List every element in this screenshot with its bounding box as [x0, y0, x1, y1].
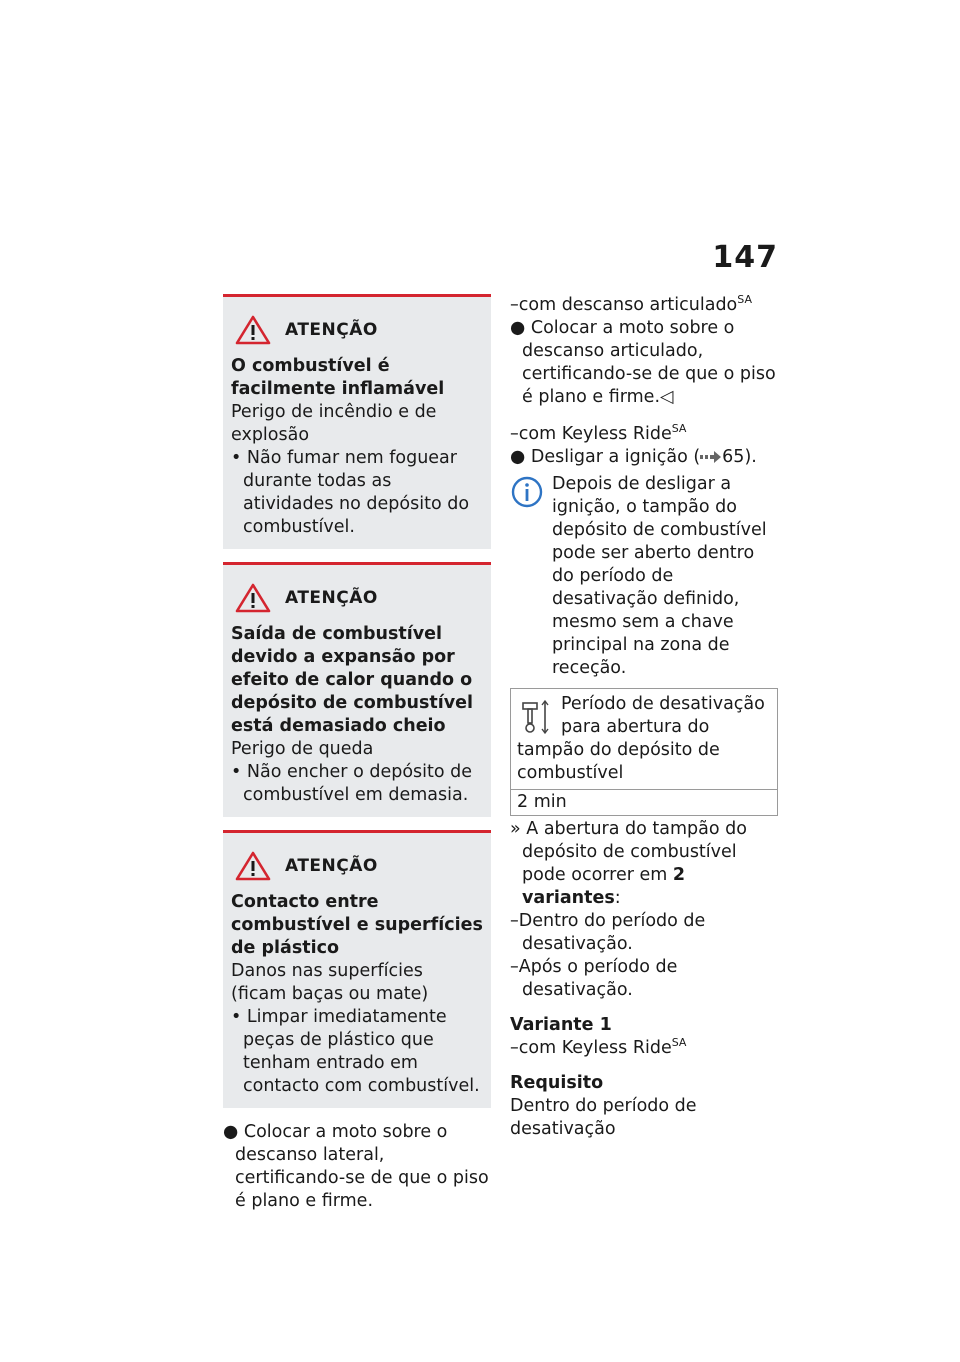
- left-column: [223, 294, 491, 1213]
- table-value-cell: 2 min: [511, 789, 777, 815]
- warning-consequence: Perigo de queda: [231, 739, 374, 759]
- variant-option-2: –Após o período de desativação.: [510, 957, 678, 1000]
- condition-articulated-stand: –com descanso articulado$^{SA}$: [510, 293, 752, 315]
- warning-header: [231, 583, 483, 613]
- warning-action: • Não fumar nem foguear durante todas as atividades no depósito do combustível.: [231, 448, 470, 537]
- condition-keyless-ride-2: –com Keyless Ride$^{SA}$: [510, 1036, 687, 1058]
- fuel-cap-timer-icon: [517, 697, 553, 737]
- warning-heading: O combustível é facilmente inflamável: [231, 356, 445, 399]
- condition-keyless-ride: –com Keyless Ride$^{SA}$: [510, 422, 687, 444]
- warning-triangle-icon: [235, 315, 271, 345]
- warning-title: ATENÇÃO: [285, 587, 378, 608]
- step-center-stand: ● Colocar a moto sobre o descanso articulado, certificando-se de que o piso é plano e firme.◁: [510, 318, 776, 407]
- step-side-stand: ● Colocar a moto sobre o descanso lateral, certificando-se de que o piso é plano e firme.: [223, 1122, 489, 1211]
- variant-title: Variante 1: [510, 1015, 612, 1035]
- right-column: [510, 294, 778, 1141]
- requirement-text: Dentro do período de desativação: [510, 1096, 697, 1139]
- warning-header: [231, 315, 483, 345]
- info-text: Depois de desligar a ignição, o tampão do depósito de combustível pode ser aberto dentro do período de desativação definido, mesmo sem a chave principal na zona de receção.: [552, 474, 767, 678]
- warning-heading: Contacto entre combustível e superfícies de plástico: [231, 892, 483, 958]
- table-label: Período de desativação para abertura do tampão do depósito de combustível: [517, 694, 765, 783]
- warning-action: • Limpar imediatamente peças de plástico que tenham entrado em contacto com combustível.: [231, 1007, 480, 1096]
- warning-action: • Não encher o depósito de combustível em demasia.: [231, 762, 473, 805]
- info-icon: [510, 475, 544, 509]
- warning-triangle-icon: [235, 583, 271, 613]
- page-reference-arrow-icon: [700, 451, 722, 463]
- page-number: 147: [712, 240, 778, 275]
- step-ignition-off: ● Desligar a ignição ( 65).: [510, 447, 757, 467]
- warning-header: [231, 851, 483, 881]
- variant-option-1: –Dentro do período de desativação.: [510, 911, 706, 954]
- warning-title: ATENÇÃO: [285, 855, 378, 876]
- info-note: [510, 473, 778, 680]
- table-label-cell: [511, 689, 777, 789]
- page-reference[interactable]: 65: [722, 447, 745, 467]
- warning-box-flammable: [223, 294, 491, 549]
- warning-box-overfill: [223, 562, 491, 817]
- warning-title: ATENÇÃO: [285, 319, 378, 340]
- warning-consequence: Danos nas superfícies (ficam baças ou mate): [231, 961, 429, 1004]
- warning-triangle-icon: [235, 851, 271, 881]
- warning-heading: Saída de combustível devido a expansão por efeito de calor quando o depósito de combustível está demasiado cheio: [231, 624, 474, 736]
- warning-consequence: Perigo de incêndio e de explosão: [231, 402, 437, 445]
- result-note: » A abertura do tampão do depósito de combustível pode ocorrer em 2 variantes:: [510, 819, 747, 908]
- end-mark: ◁: [660, 387, 674, 407]
- requirement-title: Requisito: [510, 1073, 604, 1093]
- deactivation-period-table: [510, 688, 778, 816]
- warning-box-plastic: [223, 830, 491, 1108]
